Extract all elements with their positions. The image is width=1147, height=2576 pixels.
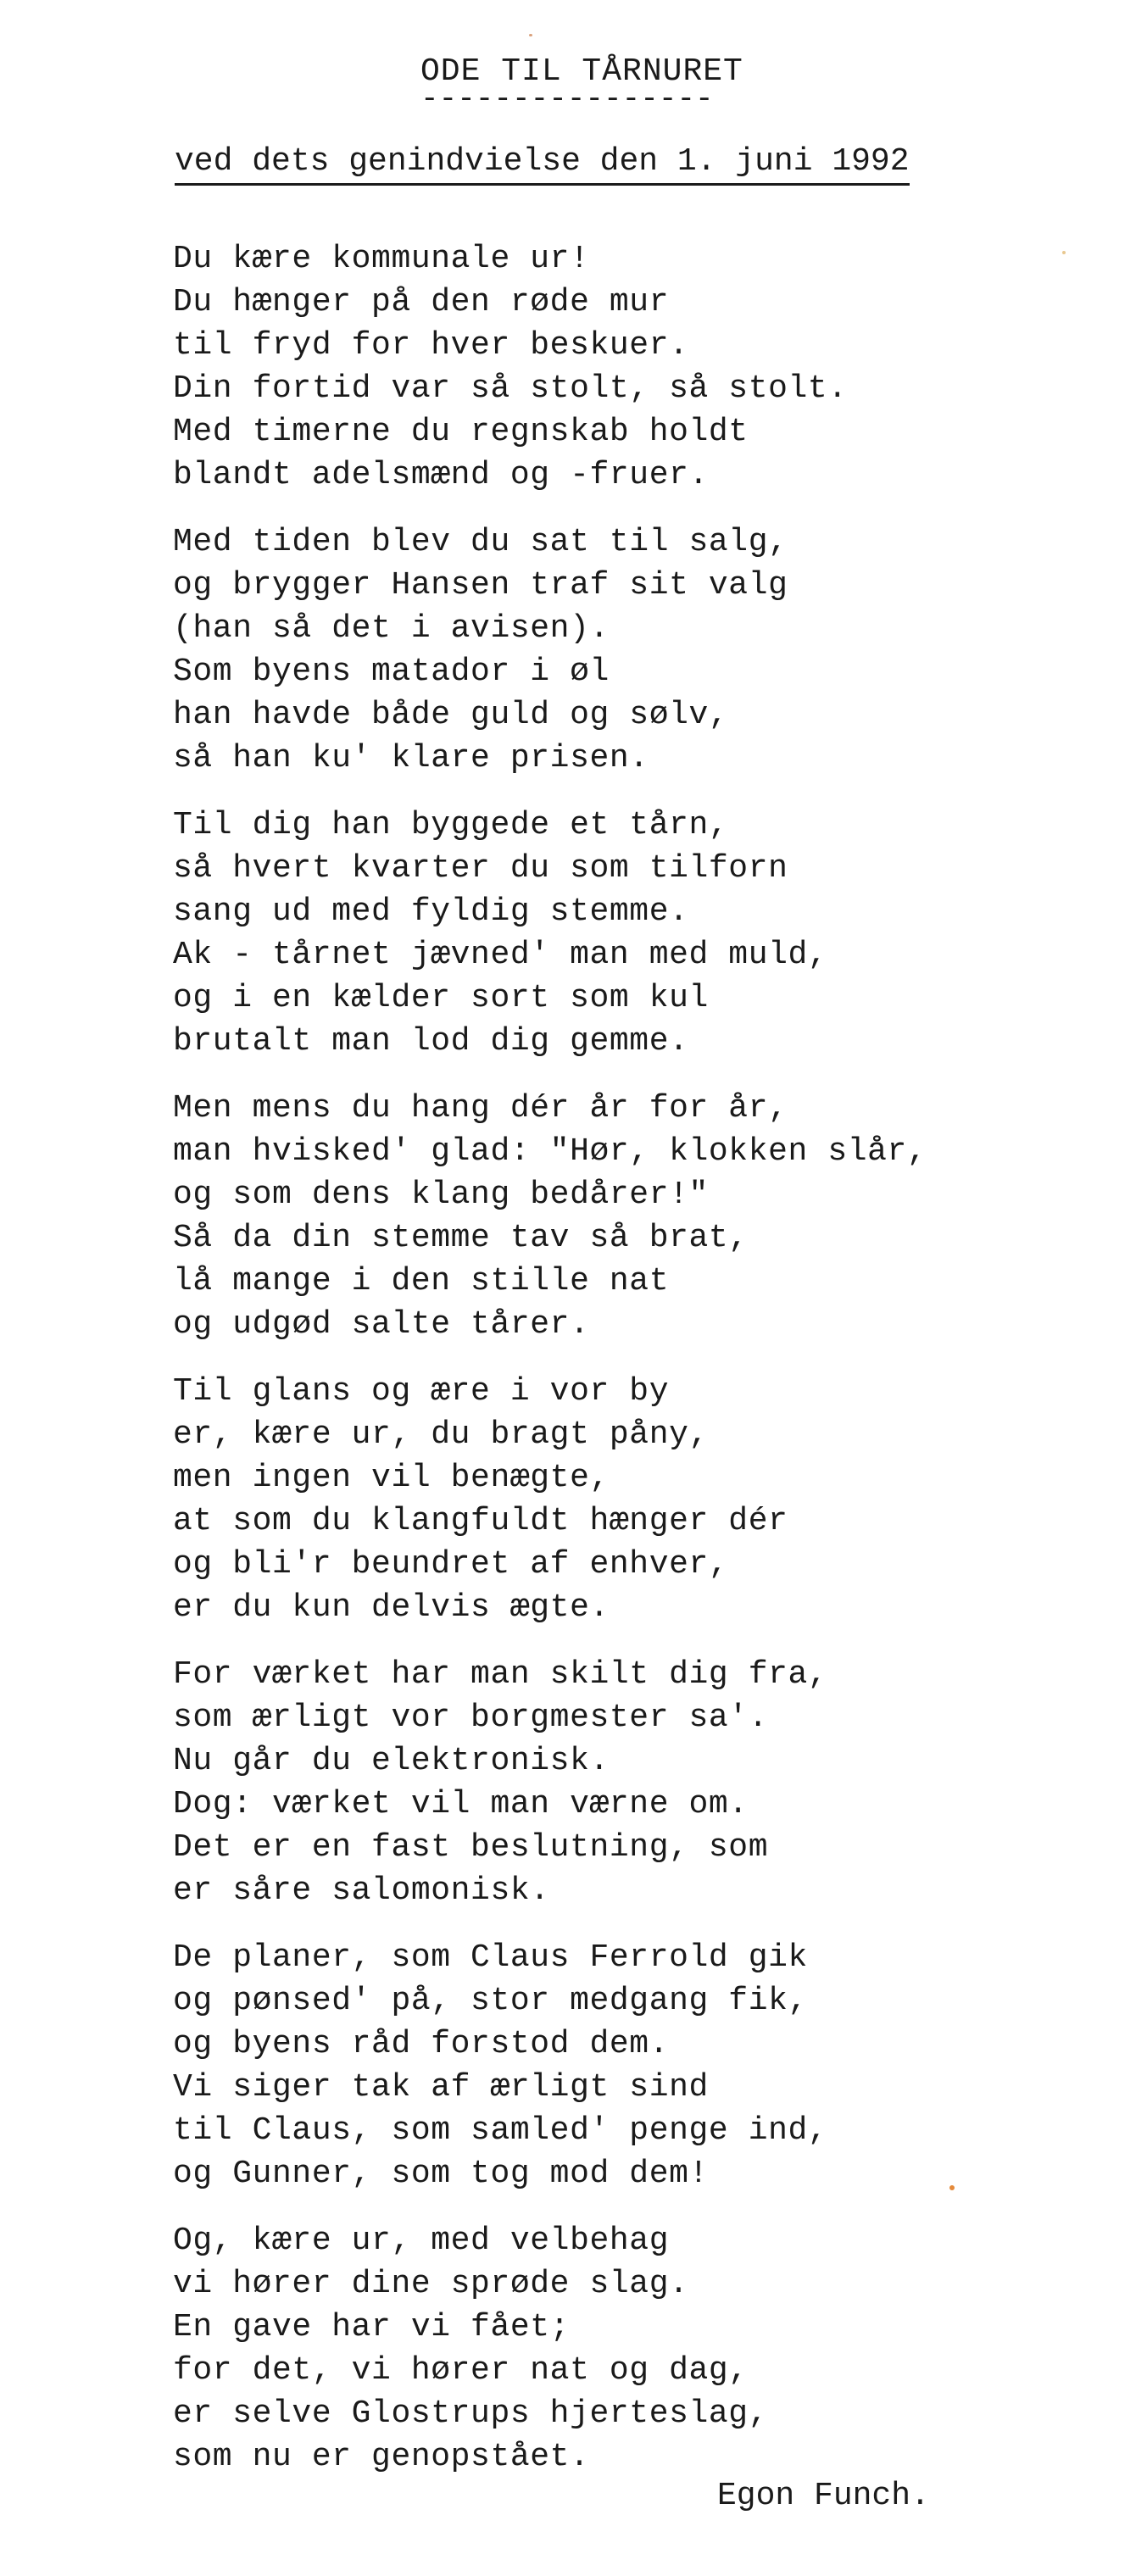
poem-line: så hvert kvarter du som tilforn — [173, 850, 788, 887]
poem-line: han havde både guld og sølv, — [173, 697, 729, 733]
stanza-6 — [173, 1653, 1021, 1912]
poem-line: og pønsed' på, stor medgang fik, — [173, 1983, 808, 2019]
author-signature: Egon Funch. — [717, 2478, 930, 2514]
poem-line: For værket har man skilt dig fra, — [173, 1656, 828, 1693]
poem-line: lå mange i den stille nat — [173, 1263, 670, 1299]
poem-line: vi hører dine sprøde slag. — [173, 2266, 689, 2302]
poem-line: som ærligt vor borgmester sa'. — [173, 1700, 769, 1736]
poem-line: så han ku' klare prisen. — [173, 740, 649, 776]
poem-line: og bli'r beundret af enhver, — [173, 1546, 729, 1583]
stanza-2 — [173, 520, 1021, 780]
poem-line: og Gunner, som tog mod dem! — [173, 2156, 709, 2192]
poem-line: En gave har vi fået; — [173, 2309, 571, 2345]
poem-line: men ingen vil benægte, — [173, 1460, 610, 1496]
poem-line: brutalt man lod dig gemme. — [173, 1023, 689, 1060]
poem-line: Med tiden blev du sat til salg, — [173, 524, 788, 560]
poem-line: som nu er genopstået. — [173, 2439, 590, 2475]
poem-line: man hvisked' glad: "Hør, klokken slår, — [173, 1133, 927, 1170]
poem-line: er selve Glostrups hjerteslag, — [173, 2395, 769, 2432]
paper-speck — [529, 34, 532, 36]
poem-line: Din fortid var så stolt, så stolt. — [173, 370, 848, 407]
page-title: ODE TIL TÅRNURET — [420, 53, 743, 90]
poem-line: er, kære ur, du bragt påny, — [173, 1416, 709, 1453]
poem-line: er du kun delvis ægte. — [173, 1589, 610, 1626]
title-underline: ---------------- — [420, 81, 714, 116]
stanza-1 — [173, 237, 1021, 497]
poem-line: Vi siger tak af ærligt sind — [173, 2069, 709, 2106]
poem-line: til Claus, som samled' penge ind, — [173, 2112, 828, 2149]
poem-line: og brygger Hansen traf sit valg — [173, 567, 788, 604]
poem-line: er såre salomonisk. — [173, 1872, 550, 1909]
poem-line: blandt adelsmænd og -fruer. — [173, 457, 709, 493]
page-title-block — [420, 53, 785, 116]
poem-line: sang ud med fyldig stemme. — [173, 893, 689, 930]
poem-line: De planer, som Claus Ferrold gik — [173, 1939, 808, 1976]
poem-line: at som du klangfuldt hænger dér — [173, 1503, 788, 1539]
poem-line: og byens råd forstod dem. — [173, 2026, 670, 2062]
poem-line: Og, kære ur, med velbehag — [173, 2223, 670, 2259]
poem-line: (han så det i avisen). — [173, 610, 610, 647]
stanza-4 — [173, 1087, 1021, 1346]
stanza-5 — [173, 1370, 1021, 1629]
poem-line: Du hænger på den røde mur — [173, 284, 670, 320]
poem-line: Nu går du elektronisk. — [173, 1743, 610, 1779]
poem-line: Med timerne du regnskab holdt — [173, 414, 749, 450]
stanza-3 — [173, 804, 1021, 1063]
poem-line: og udgød salte tårer. — [173, 1306, 590, 1343]
poem-line: for det, vi hører nat og dag, — [173, 2352, 749, 2389]
subtitle: ved dets genindvielse den 1. juni 1992 — [175, 142, 910, 186]
poem-line: til fryd for hver beskuer. — [173, 327, 689, 364]
poem-line: Dog: værket vil man værne om. — [173, 1786, 749, 1822]
stanza-8 — [173, 2219, 1021, 2479]
poem-line: Du kære kommunale ur! — [173, 241, 590, 277]
paper-speck — [1062, 251, 1066, 254]
stanza-7 — [173, 1936, 1021, 2195]
poem-line: Det er en fast beslutning, som — [173, 1829, 769, 1866]
poem-line: og som dens klang bedårer!" — [173, 1177, 709, 1213]
poem-line: og i en kælder sort som kul — [173, 980, 709, 1016]
poem-line: Som byens matador i øl — [173, 654, 610, 690]
poem-line: Så da din stemme tav så brat, — [173, 1220, 749, 1256]
poem-line: Til glans og ære i vor by — [173, 1373, 670, 1410]
poem-body — [173, 237, 1021, 2479]
poem-line: Men mens du hang dér år for år, — [173, 1090, 788, 1127]
poem-line: Til dig han byggede et tårn, — [173, 807, 729, 843]
poem-line: Ak - tårnet jævned' man med muld, — [173, 937, 828, 973]
